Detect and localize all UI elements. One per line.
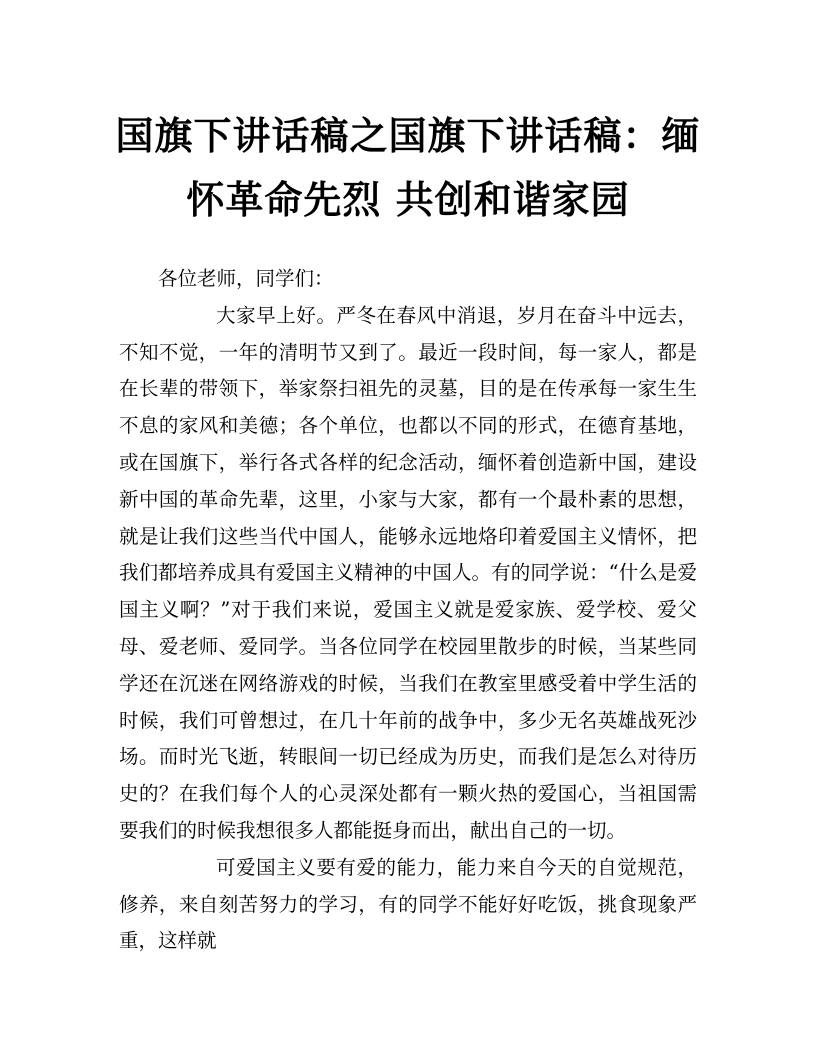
document-body (119, 261, 697, 960)
document-title: 国旗下讲话稿之国旗下讲话稿：缅怀革命先烈 共创和谐家园 (115, 113, 701, 222)
paragraph-1: 大家早上好。严冬在春风中消退，岁月在奋斗中远去，不知不觉，一年的清明节又到了。最近一段时间，每一家人，都是在长辈的带领下，举家祭扫祖先的灵墓，目的是在传承每一家生生不息的家风和美德；各个单位，也都以不同的形式，在德育基地，或在国旗下，举行各式各样的纪念活动，缅怀着创造新中国，建设新中国的革命先辈，这里，小家与大家，都有一个最朴素的思想，就是让我们这些当代中国人，能够永远地烙印着爱国主义情怀，把我们都培养成具有爱国主义精神的中国人。有的同学说：“什么是爱国主义啊？”对于我们来说，爱国主义就是爱家族、爱学校、爱父母、爱老师、爱同学。当各位同学在校园里散步的时候，当某些同学还在沉迷在网络游戏的时候，当我们在教室里感受着中学生活的时候，我们可曾想过，在几十年前的战争中，多少无名英雄战死沙场。而时光飞逝，转眼间一切已经成为历史，而我们是怎么对待历史的？在我们每个人的心灵深处都有一颗火热的爱国心，当祖国需要我们的时候我想很多人都能挺身而出，献出自己的一切。 (119, 303, 697, 842)
salutation: 各位老师，同学们： (158, 267, 334, 290)
paragraph-2: 可爱国主义要有爱的能力，能力来自今天的自觉规范，修养，来自刻苦努力的学习，有的同学不能好好吃饭，挑食现象严重，这样就 (119, 855, 697, 953)
